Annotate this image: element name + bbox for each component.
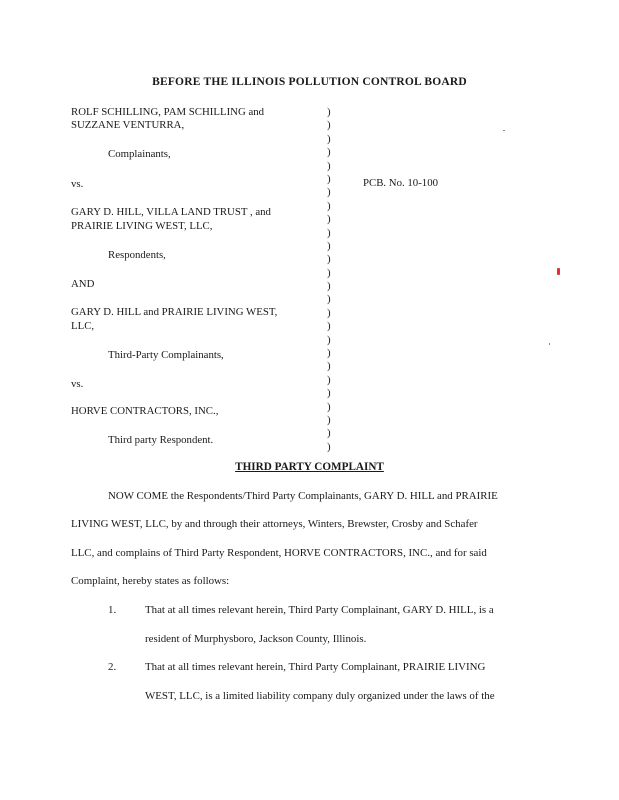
scan-speck: [549, 343, 550, 345]
caption-paren: ): [327, 119, 331, 132]
paragraph-line: That at all times relevant herein, Third Party Complainant, PRAIRIE LIVING: [145, 661, 486, 673]
intro-line: LLC, and complains of Third Party Respondent, HORVE CONTRACTORS, INC., and for said: [71, 547, 487, 559]
caption-line: Complainants,: [108, 148, 171, 160]
caption-paren: ): [327, 306, 331, 319]
caption-paren: ): [327, 360, 331, 373]
caption-paren: ): [327, 226, 331, 239]
caption-paren: ): [327, 387, 331, 400]
caption-paren: ): [327, 347, 331, 360]
intro-line: LIVING WEST, LLC, by and through their attorneys, Winters, Brewster, Crosby and Schafer: [71, 518, 478, 530]
caption-line: GARY D. HILL and PRAIRIE LIVING WEST,: [71, 306, 278, 318]
caption-paren: ): [327, 280, 331, 293]
caption-paren: ): [327, 159, 331, 172]
document-title: BEFORE THE ILLINOIS POLLUTION CONTROL BOARD: [152, 76, 467, 88]
caption-line: vs.: [71, 178, 84, 190]
caption-paren: ): [327, 293, 331, 306]
caption-paren: ): [327, 320, 331, 333]
paragraph-line: That at all times relevant herein, Third Party Complainant, GARY D. HILL, is a: [145, 604, 494, 616]
caption-paren: ): [327, 213, 331, 226]
caption-line: ROLF SCHILLING, PAM SCHILLING and: [71, 106, 265, 118]
case-number: PCB. No. 10-100: [363, 177, 438, 189]
caption-paren: ): [327, 253, 331, 266]
caption-paren: ): [327, 440, 331, 453]
caption-paren: ): [327, 186, 331, 199]
caption-line: Respondents,: [108, 249, 166, 261]
caption-line: HORVE CONTRACTORS, INC.,: [71, 405, 219, 417]
intro-line: NOW COME the Respondents/Third Party Complainants, GARY D. HILL and PRAIRIE: [108, 490, 498, 502]
caption-paren: ): [327, 373, 331, 386]
caption-line: AND: [71, 278, 95, 290]
caption-paren: ): [327, 400, 331, 413]
caption-paren: ): [327, 172, 331, 185]
caption-paren: ): [327, 106, 331, 118]
caption-paren: ): [327, 266, 331, 279]
scan-speck: [503, 130, 505, 131]
red-ink-mark: [557, 268, 560, 275]
paragraph-number: 1.: [108, 604, 117, 616]
caption-line: vs.: [71, 378, 84, 390]
caption-line: PRAIRIE LIVING WEST, LLC,: [71, 220, 213, 232]
caption-paren-column: [327, 106, 335, 454]
caption-paren: ): [327, 199, 331, 212]
paragraph-number: 2.: [108, 661, 117, 673]
caption-paren: ): [327, 413, 331, 426]
section-heading: THIRD PARTY COMPLAINT: [235, 461, 384, 473]
caption-paren: ): [327, 146, 331, 159]
caption-line: Third party Respondent.: [108, 434, 214, 446]
intro-line: Complaint, hereby states as follows:: [71, 575, 230, 587]
caption-paren: ): [327, 132, 331, 145]
caption-line: LLC,: [71, 320, 95, 332]
caption-paren: ): [327, 239, 331, 252]
caption-line: SUZZANE VENTURRA,: [71, 119, 185, 131]
caption-paren: ): [327, 333, 331, 346]
paragraph-line: WEST, LLC, is a limited liability company duly organized under the laws of the: [145, 690, 495, 702]
paragraph-line: resident of Murphysboro, Jackson County, Illinois.: [145, 633, 367, 645]
caption-line: Third-Party Complainants,: [108, 349, 224, 361]
caption-line: GARY D. HILL, VILLA LAND TRUST , and: [71, 206, 271, 218]
caption-paren: ): [327, 427, 331, 440]
